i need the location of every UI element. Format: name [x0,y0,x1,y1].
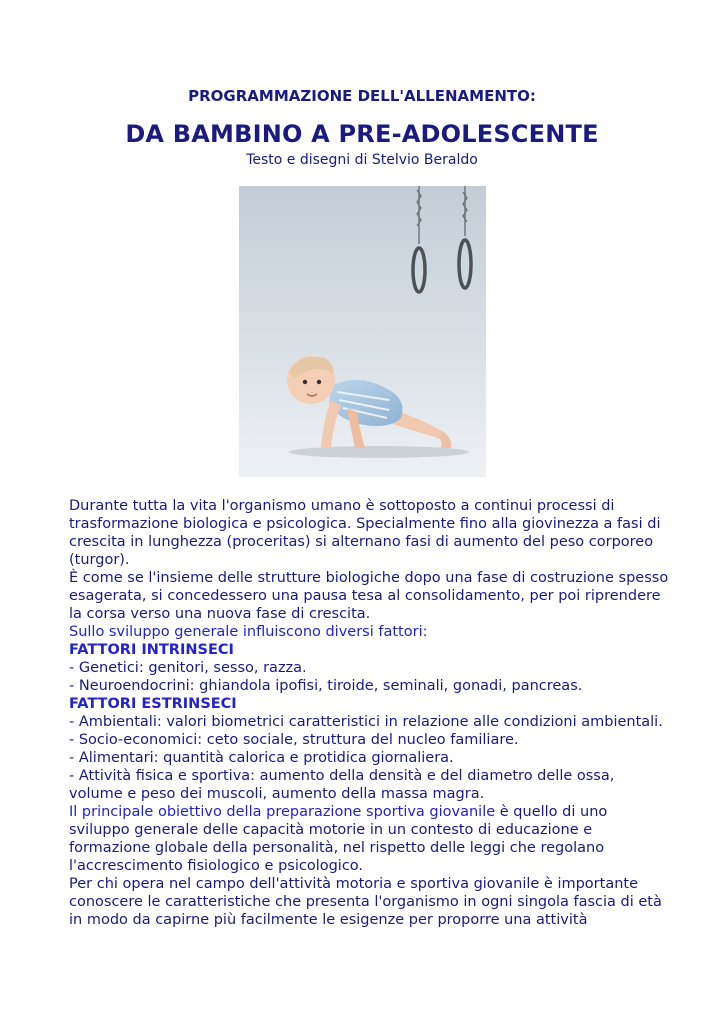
body-paragraph: Durante tutta la vita l'organismo umano è sottoposto a continui processi di trasformazione biologica e psicologica. Specialmente fino alla giovinezza a fasi di crescita in lunghezza (proceritas) si alternano fasi di aumento del peso corporeo (turgor). [69,498,661,568]
byline: Testo e disegni di Stelvio Beraldo [246,152,478,168]
page-kicker: PROGRAMMAZIONE DELL'ALLENAMENTO: [188,87,536,105]
list-item: - Neuroendocrini: ghiandola ipofisi, tiroide, seminali, gonadi, pancreas. [69,678,583,694]
list-item: - Socio-economici: ceto sociale, struttura del nucleo familiare. [69,732,519,748]
list-item: - Alimentari: quantità calorica e protidica giornaliera. [69,750,454,766]
baby-pushup-photo [239,186,486,477]
intrinsic-factors-heading: FATTORI INTRINSECI [69,642,234,658]
objective-rest: è quello di uno sviluppo generale delle capacità motorie in un contesto di educazione e formazione globale della personalità, nel rispetto delle leggi che regolano l'accrescimento fisiologico e psicologico. [69,804,608,874]
objective-lead: Il principale obiettivo della preparazione sportiva giovanile [69,804,496,820]
list-item: - Genetici: genitori, sesso, razza. [69,660,307,676]
body-paragraph: È come se l'insieme delle strutture biologiche dopo una fase di costruzione spesso esagerata, si concedessero una pausa tesa al consolidamento, per poi riprendere la corsa verso una nuova fase di crescita. [69,570,669,622]
factors-intro: Sullo sviluppo generale influiscono diversi fattori: [69,624,428,640]
body-paragraph: Per chi opera nel campo dell'attività motoria e sportiva giovanile è importante conoscere le caratteristiche che presenta l'organismo in ogni singola fascia di età in modo da capirne più facilmente le esigenze per proporre una attività [69,876,662,928]
list-item: - Attività fisica e sportiva: aumento della densità e del diametro delle ossa, volume e peso dei muscoli, aumento della massa magra. [69,768,615,802]
article-body [69,497,669,929]
list-item: - Ambientali: valori biometrici caratteristici in relazione alle condizioni ambientali. [69,714,663,730]
objective-paragraph [69,803,669,875]
photo-background [239,186,486,477]
extrinsic-factors-heading: FATTORI ESTRINSECI [69,696,237,712]
page-title: DA BAMBINO A PRE-ADOLESCENTE [125,120,599,148]
